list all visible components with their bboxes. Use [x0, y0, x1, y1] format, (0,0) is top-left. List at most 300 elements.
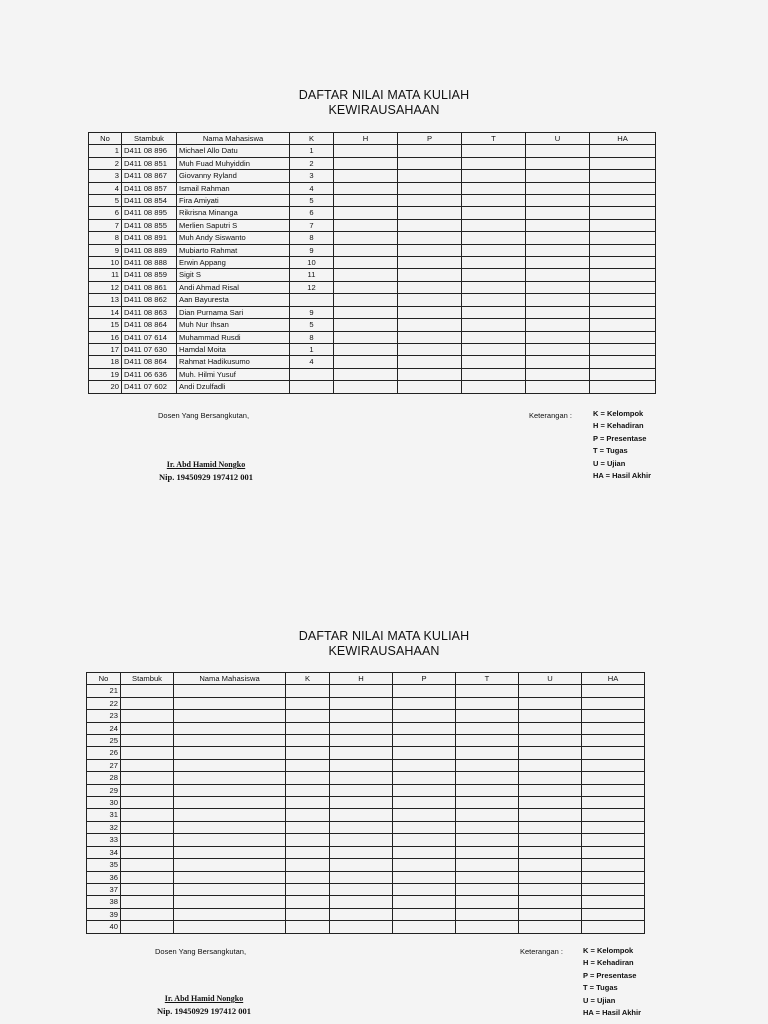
- cell-h: [330, 772, 393, 784]
- cell-ha: [590, 219, 656, 231]
- cell-ha: [582, 883, 645, 895]
- cell-t: [462, 257, 526, 269]
- cell-no: 3: [89, 170, 122, 182]
- cell-h: [334, 207, 398, 219]
- cell-t: [462, 244, 526, 256]
- cell-k: 9: [290, 306, 334, 318]
- cell-nama: [174, 784, 286, 796]
- cell-stambuk: [121, 697, 174, 709]
- cell-nama: Mubiarto Rahmat: [177, 244, 290, 256]
- cell-ha: [582, 759, 645, 771]
- cell-nama: Muhammad Rusdi: [177, 331, 290, 343]
- cell-p: [398, 232, 462, 244]
- cell-nama: [174, 697, 286, 709]
- sheet-title: [0, 88, 768, 118]
- cell-p: [398, 281, 462, 293]
- cell-ha: [582, 747, 645, 759]
- cell-k: 5: [290, 195, 334, 207]
- cell-ha: [590, 281, 656, 293]
- cell-t: [456, 735, 519, 747]
- cell-u: [519, 896, 582, 908]
- cell-stambuk: [121, 809, 174, 821]
- cell-nama: Sigit S: [177, 269, 290, 281]
- table-row: [87, 697, 645, 709]
- cell-h: [330, 809, 393, 821]
- cell-h: [334, 281, 398, 293]
- cell-nama: Rikrisna Minanga: [177, 207, 290, 219]
- cell-u: [526, 182, 590, 194]
- cell-p: [393, 797, 456, 809]
- title-line-2: KEWIRAUSAHAAN: [328, 644, 440, 658]
- cell-p: [398, 343, 462, 355]
- col-header-k: K: [286, 673, 330, 685]
- cell-k: [286, 859, 330, 871]
- cell-nama: Ismail Rahman: [177, 182, 290, 194]
- cell-ha: [582, 809, 645, 821]
- col-header-no: No: [87, 673, 121, 685]
- cell-no: 22: [87, 697, 121, 709]
- cell-no: 9: [89, 244, 122, 256]
- cell-nama: Muh Fuad Muhyiddin: [177, 157, 290, 169]
- cell-p: [398, 219, 462, 231]
- cell-stambuk: [121, 821, 174, 833]
- cell-u: [519, 759, 582, 771]
- cell-u: [526, 381, 590, 393]
- cell-nama: [174, 685, 286, 697]
- cell-no: 1: [89, 145, 122, 157]
- cell-u: [519, 797, 582, 809]
- cell-p: [393, 821, 456, 833]
- cell-nama: [174, 921, 286, 933]
- cell-stambuk: D411 06 636: [122, 368, 177, 380]
- cell-h: [330, 710, 393, 722]
- cell-nama: Merlien Saputri S: [177, 219, 290, 231]
- cell-k: 8: [290, 232, 334, 244]
- cell-h: [330, 797, 393, 809]
- cell-t: [456, 722, 519, 734]
- cell-ha: [582, 710, 645, 722]
- legend-list: [593, 408, 651, 482]
- table-row: [87, 883, 645, 895]
- cell-no: 11: [89, 269, 122, 281]
- cell-stambuk: D411 08 867: [122, 170, 177, 182]
- cell-nama: [174, 710, 286, 722]
- title-line-2: KEWIRAUSAHAAN: [328, 103, 440, 117]
- cell-t: [462, 219, 526, 231]
- table-row: [89, 368, 656, 380]
- cell-ha: [582, 697, 645, 709]
- cell-p: [393, 735, 456, 747]
- cell-p: [398, 195, 462, 207]
- cell-ha: [590, 319, 656, 331]
- cell-u: [526, 356, 590, 368]
- cell-p: [393, 908, 456, 920]
- cell-u: [526, 281, 590, 293]
- table-row: [87, 859, 645, 871]
- cell-stambuk: [121, 921, 174, 933]
- cell-stambuk: D411 07 614: [122, 331, 177, 343]
- legend-list: [583, 945, 641, 1019]
- cell-h: [334, 145, 398, 157]
- cell-k: [286, 908, 330, 920]
- cell-k: [290, 368, 334, 380]
- cell-t: [462, 182, 526, 194]
- cell-no: 15: [89, 319, 122, 331]
- cell-nama: Giovanny Ryland: [177, 170, 290, 182]
- col-header-nama: Nama Mahasiswa: [177, 133, 290, 145]
- cell-stambuk: [121, 883, 174, 895]
- cell-k: 10: [290, 257, 334, 269]
- cell-u: [526, 257, 590, 269]
- cell-no: 27: [87, 759, 121, 771]
- legend-item: P = Presentase: [593, 433, 647, 443]
- table-row: [89, 244, 656, 256]
- cell-ha: [582, 859, 645, 871]
- cell-ha: [590, 356, 656, 368]
- cell-k: [286, 883, 330, 895]
- cell-u: [519, 722, 582, 734]
- cell-p: [398, 207, 462, 219]
- table-row: [89, 157, 656, 169]
- title-line-1: DAFTAR NILAI MATA KULIAH: [298, 88, 470, 102]
- cell-u: [526, 170, 590, 182]
- cell-t: [456, 883, 519, 895]
- cell-u: [526, 157, 590, 169]
- cell-stambuk: D411 08 896: [122, 145, 177, 157]
- cell-h: [334, 232, 398, 244]
- cell-t: [456, 921, 519, 933]
- col-header-t: T: [462, 133, 526, 145]
- cell-no: 4: [89, 182, 122, 194]
- cell-nama: Aan Bayuresta: [177, 294, 290, 306]
- cell-p: [393, 784, 456, 796]
- cell-u: [526, 244, 590, 256]
- cell-nama: Muh. Hilmi Yusuf: [177, 368, 290, 380]
- cell-nama: Muh Nur Ihsan: [177, 319, 290, 331]
- cell-t: [462, 368, 526, 380]
- cell-u: [526, 368, 590, 380]
- cell-t: [456, 908, 519, 920]
- cell-t: [462, 145, 526, 157]
- cell-t: [462, 306, 526, 318]
- cell-stambuk: [121, 846, 174, 858]
- cell-no: 28: [87, 772, 121, 784]
- legend-label: Keterangan :: [520, 947, 563, 956]
- cell-u: [526, 145, 590, 157]
- cell-no: 33: [87, 834, 121, 846]
- cell-t: [456, 685, 519, 697]
- cell-h: [330, 921, 393, 933]
- cell-h: [330, 747, 393, 759]
- cell-u: [526, 195, 590, 207]
- cell-u: [526, 331, 590, 343]
- cell-h: [330, 821, 393, 833]
- cell-h: [330, 859, 393, 871]
- cell-k: 1: [290, 145, 334, 157]
- cell-h: [334, 381, 398, 393]
- cell-k: 1: [290, 343, 334, 355]
- cell-ha: [590, 306, 656, 318]
- cell-nama: [174, 735, 286, 747]
- cell-ha: [582, 908, 645, 920]
- table-header-row: [89, 133, 656, 145]
- legend-label: Keterangan :: [529, 411, 572, 420]
- cell-u: [526, 219, 590, 231]
- cell-stambuk: D411 08 895: [122, 207, 177, 219]
- cell-no: 32: [87, 821, 121, 833]
- cell-t: [456, 859, 519, 871]
- table-row: [87, 908, 645, 920]
- cell-p: [398, 331, 462, 343]
- cell-u: [526, 269, 590, 281]
- cell-nama: [174, 722, 286, 734]
- cell-u: [519, 846, 582, 858]
- cell-u: [519, 809, 582, 821]
- cell-no: 5: [89, 195, 122, 207]
- cell-h: [334, 343, 398, 355]
- legend-item: U = Ujian: [593, 458, 626, 468]
- legend-item: T = Tugas: [583, 983, 618, 993]
- legend-item: T = Tugas: [593, 446, 628, 456]
- cell-h: [330, 685, 393, 697]
- cell-u: [519, 697, 582, 709]
- legend-item: U = Ujian: [583, 995, 616, 1005]
- cell-k: [286, 809, 330, 821]
- cell-p: [398, 257, 462, 269]
- cell-h: [330, 834, 393, 846]
- cell-h: [330, 722, 393, 734]
- signature-name: Ir. Abd Hamid Nongko: [164, 994, 244, 1003]
- cell-stambuk: D411 08 888: [122, 257, 177, 269]
- table-row: [89, 145, 656, 157]
- legend-item: H = Kehadiran: [583, 958, 634, 968]
- cell-stambuk: [121, 772, 174, 784]
- cell-t: [456, 747, 519, 759]
- col-header-stambuk: Stambuk: [121, 673, 174, 685]
- table-row: [87, 896, 645, 908]
- cell-ha: [582, 797, 645, 809]
- cell-t: [456, 759, 519, 771]
- cell-stambuk: [121, 710, 174, 722]
- legend-item: P = Presentase: [583, 970, 637, 980]
- cell-no: 23: [87, 710, 121, 722]
- cell-no: 10: [89, 257, 122, 269]
- table-row: [89, 207, 656, 219]
- cell-k: [290, 381, 334, 393]
- col-header-p: P: [398, 133, 462, 145]
- cell-stambuk: [121, 834, 174, 846]
- cell-t: [462, 207, 526, 219]
- cell-stambuk: D411 08 864: [122, 319, 177, 331]
- cell-ha: [582, 921, 645, 933]
- cell-t: [456, 697, 519, 709]
- cell-h: [334, 244, 398, 256]
- cell-ha: [590, 232, 656, 244]
- cell-k: [286, 834, 330, 846]
- cell-no: 39: [87, 908, 121, 920]
- cell-ha: [582, 871, 645, 883]
- table-row: [89, 319, 656, 331]
- cell-nama: Dian Purnama Sari: [177, 306, 290, 318]
- cell-stambuk: [121, 859, 174, 871]
- col-header-t: T: [456, 673, 519, 685]
- cell-u: [519, 735, 582, 747]
- cell-t: [456, 821, 519, 833]
- cell-u: [519, 685, 582, 697]
- cell-h: [330, 697, 393, 709]
- cell-p: [398, 170, 462, 182]
- table-row: [89, 381, 656, 393]
- cell-nama: [174, 896, 286, 908]
- cell-nama: Hamdal Moita: [177, 343, 290, 355]
- cell-u: [526, 232, 590, 244]
- signature-nip: Nip. 19450929 197412 001: [157, 1006, 251, 1016]
- cell-k: [286, 747, 330, 759]
- cell-no: 6: [89, 207, 122, 219]
- col-header-k: K: [290, 133, 334, 145]
- col-header-ha: HA: [582, 673, 645, 685]
- cell-ha: [582, 846, 645, 858]
- cell-stambuk: D411 08 859: [122, 269, 177, 281]
- cell-ha: [582, 735, 645, 747]
- cell-u: [519, 908, 582, 920]
- cell-t: [456, 710, 519, 722]
- cell-t: [456, 784, 519, 796]
- cell-nama: [174, 834, 286, 846]
- cell-k: [286, 722, 330, 734]
- cell-ha: [582, 772, 645, 784]
- cell-stambuk: [121, 747, 174, 759]
- cell-stambuk: D411 08 862: [122, 294, 177, 306]
- cell-t: [462, 343, 526, 355]
- cell-p: [398, 244, 462, 256]
- cell-u: [519, 921, 582, 933]
- cell-nama: [174, 846, 286, 858]
- cell-t: [462, 319, 526, 331]
- table-row: [87, 921, 645, 933]
- cell-t: [462, 157, 526, 169]
- title-line-1: DAFTAR NILAI MATA KULIAH: [298, 629, 470, 643]
- table-row: [87, 772, 645, 784]
- cell-no: 36: [87, 871, 121, 883]
- table-row: [89, 257, 656, 269]
- cell-h: [330, 735, 393, 747]
- cell-t: [462, 269, 526, 281]
- cell-t: [462, 232, 526, 244]
- cell-stambuk: [121, 722, 174, 734]
- cell-t: [456, 772, 519, 784]
- cell-no: 31: [87, 809, 121, 821]
- cell-ha: [590, 244, 656, 256]
- cell-stambuk: D411 08 889: [122, 244, 177, 256]
- legend-item: K = Kelompok: [593, 409, 644, 418]
- cell-no: 8: [89, 232, 122, 244]
- cell-k: 4: [290, 182, 334, 194]
- cell-p: [398, 182, 462, 194]
- cell-stambuk: [121, 797, 174, 809]
- cell-p: [398, 306, 462, 318]
- cell-ha: [582, 821, 645, 833]
- cell-ha: [582, 784, 645, 796]
- cell-no: 19: [89, 368, 122, 380]
- cell-p: [393, 697, 456, 709]
- cell-k: 6: [290, 207, 334, 219]
- cell-k: [286, 685, 330, 697]
- cell-nama: [174, 908, 286, 920]
- signature-nip: Nip. 19450929 197412 001: [159, 472, 253, 482]
- cell-nama: [174, 871, 286, 883]
- table-row: [87, 747, 645, 759]
- cell-p: [393, 846, 456, 858]
- table-row: [87, 685, 645, 697]
- cell-t: [462, 195, 526, 207]
- cell-no: 13: [89, 294, 122, 306]
- cell-u: [519, 883, 582, 895]
- cell-h: [334, 182, 398, 194]
- grade-table-2: [86, 672, 645, 934]
- cell-no: 21: [87, 685, 121, 697]
- cell-no: 14: [89, 306, 122, 318]
- cell-k: 4: [290, 356, 334, 368]
- cell-t: [462, 294, 526, 306]
- cell-no: 2: [89, 157, 122, 169]
- signature-lead: Dosen Yang Bersangkutan,: [158, 411, 250, 420]
- cell-h: [334, 306, 398, 318]
- cell-ha: [590, 145, 656, 157]
- cell-no: 17: [89, 343, 122, 355]
- cell-u: [519, 772, 582, 784]
- table-row: [89, 306, 656, 318]
- cell-u: [519, 710, 582, 722]
- cell-k: [286, 710, 330, 722]
- cell-h: [334, 219, 398, 231]
- table-row: [89, 232, 656, 244]
- cell-stambuk: [121, 896, 174, 908]
- cell-no: 12: [89, 281, 122, 293]
- cell-ha: [582, 834, 645, 846]
- cell-t: [462, 381, 526, 393]
- cell-h: [334, 269, 398, 281]
- cell-h: [334, 157, 398, 169]
- cell-u: [526, 306, 590, 318]
- cell-k: [286, 797, 330, 809]
- cell-stambuk: D411 08 855: [122, 219, 177, 231]
- cell-k: [286, 921, 330, 933]
- table-row: [89, 182, 656, 194]
- cell-nama: [174, 809, 286, 821]
- cell-h: [334, 319, 398, 331]
- cell-no: 20: [89, 381, 122, 393]
- table-row: [87, 846, 645, 858]
- col-header-h: H: [334, 133, 398, 145]
- table-row: [87, 834, 645, 846]
- cell-k: 2: [290, 157, 334, 169]
- cell-no: 25: [87, 735, 121, 747]
- cell-no: 35: [87, 859, 121, 871]
- cell-nama: Muh Andy Siswanto: [177, 232, 290, 244]
- cell-ha: [590, 343, 656, 355]
- cell-ha: [582, 685, 645, 697]
- cell-nama: Rahmat Hadikusumo: [177, 356, 290, 368]
- table-row: [87, 759, 645, 771]
- cell-u: [519, 859, 582, 871]
- cell-stambuk: D411 08 857: [122, 182, 177, 194]
- cell-k: [286, 784, 330, 796]
- cell-p: [398, 294, 462, 306]
- cell-t: [456, 846, 519, 858]
- cell-stambuk: D411 08 851: [122, 157, 177, 169]
- cell-no: 24: [87, 722, 121, 734]
